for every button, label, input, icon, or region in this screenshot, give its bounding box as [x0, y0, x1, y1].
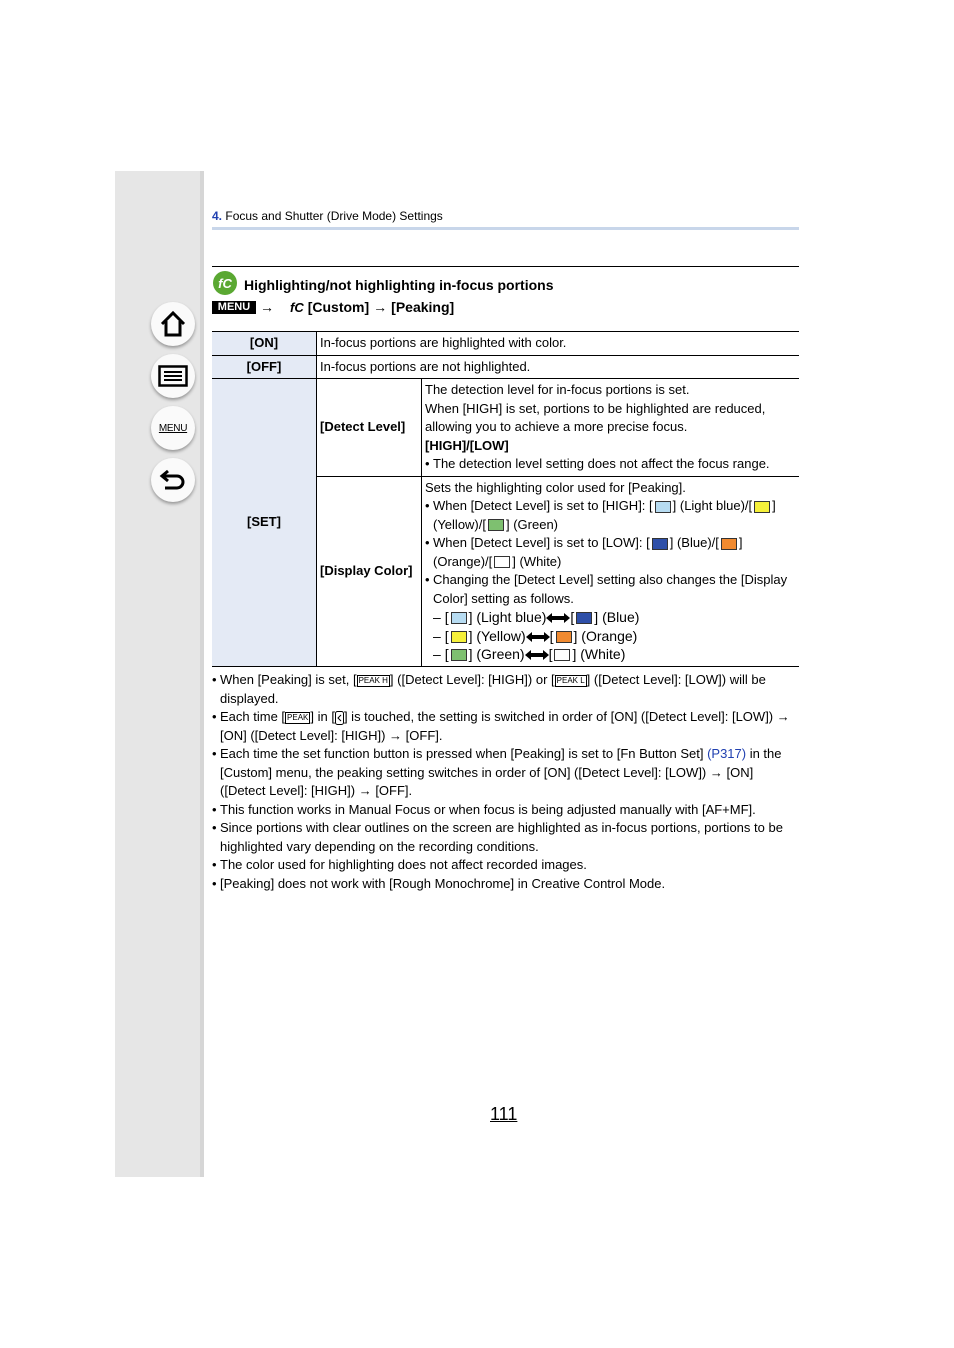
white-swatch: [554, 649, 570, 661]
note-text: [220, 671, 802, 708]
touch-tab-icon: [335, 711, 344, 725]
low-colors: [425, 534, 796, 571]
blue-swatch: [576, 612, 592, 624]
text: When [Detect Level] is set to [LOW]: [: [433, 535, 650, 550]
display-color-label: [Display Color]: [317, 476, 422, 666]
peaking-touch-icon: PEAK: [287, 712, 309, 722]
text: ] (Light blue): [468, 609, 547, 625]
table-row: [212, 355, 799, 379]
path-peaking: [Peaking]: [391, 299, 455, 315]
yellow-swatch: [451, 631, 467, 643]
bullet: •: [212, 709, 217, 724]
text: ] ([Detect Level]: [LOW]) will be displayed.: [220, 672, 766, 706]
sidebar-edge: [200, 171, 204, 1177]
text: [: [444, 627, 449, 644]
side-navigation: [115, 171, 204, 1177]
color-pair-3: [425, 645, 796, 664]
custom-menu-icon: fC: [213, 271, 237, 295]
bullet: •: [212, 672, 217, 687]
option-off-description: In-focus portions are not highlighted.: [317, 355, 800, 379]
list-item: [212, 819, 802, 856]
detect-bullet-text: The detection level setting does not affect the focus range.: [433, 456, 770, 471]
color-pair-2: [425, 627, 796, 646]
bullet: •: [425, 498, 430, 513]
change-note: [425, 571, 796, 608]
text: ] (Yellow)/[: [433, 498, 776, 532]
back-arrow-icon: [159, 467, 187, 493]
menu-badge: MENU: [212, 301, 256, 314]
chapter-title: Focus and Shutter (Drive Mode) Settings: [225, 209, 443, 223]
light-blue-swatch: [451, 612, 467, 624]
change-note-text: Changing the [Detect Level] setting also changes the [Display Color] setting as follows.: [433, 572, 788, 606]
path-arrow: →: [260, 299, 274, 315]
text: ] (Light blue)/[: [672, 498, 753, 513]
text: Each time [: [220, 709, 286, 724]
list-icon: [158, 365, 188, 387]
detect-level-label: [Detect Level]: [317, 379, 422, 477]
low-colors-text: [433, 534, 796, 571]
text: ] (Orange)/[: [433, 535, 743, 569]
notes-list: [212, 671, 802, 893]
bullet: •: [212, 820, 217, 835]
detect-line-1: The detection level for in-focus portions is set.: [425, 382, 690, 397]
peaking-settings-table: [212, 331, 799, 667]
option-off: [OFF]: [212, 355, 317, 379]
bullet: •: [212, 875, 217, 891]
bullet: •: [212, 801, 217, 817]
text: in the [Custom] menu, the peaking setting switches in order of [ON] ([Detect Level]: [LOW]) → [ON] ([Detect Level]: [HIGH]) → [OFF].: [220, 746, 782, 798]
dash: –: [433, 646, 441, 662]
bullet: •: [212, 746, 217, 761]
home-icon: [159, 310, 187, 338]
section-rule: [212, 266, 799, 267]
text: ] (Blue)/[: [669, 535, 719, 550]
list-item: [212, 671, 802, 708]
text: ] (White): [512, 553, 562, 569]
menu-button-label: MENU: [158, 422, 188, 434]
bullet: •: [425, 456, 430, 471]
breadcrumb-rule: [212, 227, 799, 230]
dash: –: [433, 627, 441, 644]
option-on-description: In-focus portions are highlighted with color.: [317, 332, 800, 356]
double-arrow-icon: [525, 650, 549, 660]
note-text: The color used for highlighting does not affect recorded images.: [220, 857, 587, 872]
detect-bullet: [425, 455, 796, 474]
bullet: •: [425, 535, 430, 550]
bullet: •: [212, 857, 217, 872]
menu-path: [212, 299, 454, 315]
note-text: Since portions with clear outlines on the screen are highlighted as in-focus portions, portions to be highlighted vary depending on the recording conditions.: [220, 820, 783, 854]
home-button[interactable]: [151, 302, 195, 346]
text: [: [549, 627, 554, 644]
high-colors-text: [433, 497, 796, 534]
peaking-low-icon: PEAK L: [556, 675, 585, 685]
text: Each time the set function button is pressed when [Peaking] is set to [Fn Button Set]: [220, 746, 708, 761]
color-pair-1: [425, 608, 796, 627]
orange-swatch: [721, 538, 737, 550]
option-on: [ON]: [212, 332, 317, 356]
display-color-description: [422, 476, 800, 666]
menu-button[interactable]: [151, 406, 195, 450]
detect-level-description: [422, 379, 800, 477]
detect-options: [HIGH]/[LOW]: [425, 437, 509, 453]
contents-button[interactable]: [151, 354, 195, 398]
text: [: [548, 646, 553, 662]
detect-line-2: When [HIGH] is set, portions to be highlighted are reduced, allowing you to achieve a more precise focus.: [425, 400, 766, 434]
option-set: [SET]: [212, 379, 317, 667]
color-line-1: Sets the highlighting color used for [Peaking].: [425, 479, 686, 495]
page-number: 111: [490, 1104, 518, 1124]
note-text: [Peaking] does not work with [Rough Monochrome] in Creative Control Mode.: [220, 875, 666, 891]
list-item: [212, 875, 802, 894]
text: ] ([Detect Level]: [HIGH]) or [: [389, 672, 555, 687]
list-item: [212, 745, 802, 801]
bullet: •: [425, 572, 430, 587]
double-arrow-icon: [546, 613, 570, 623]
white-swatch: [494, 556, 510, 568]
text: ] (Blue): [594, 609, 640, 625]
back-button[interactable]: [151, 458, 195, 502]
text: ] in [: [310, 709, 335, 724]
dash: –: [433, 609, 441, 625]
text: ] (Green): [505, 516, 558, 532]
note-text: [220, 708, 802, 745]
table-row: [212, 379, 799, 477]
green-swatch: [451, 649, 467, 661]
text: ] (Yellow): [468, 627, 526, 644]
peaking-high-icon: PEAK H: [358, 675, 388, 685]
custom-icon: fC: [290, 299, 304, 315]
list-item: [212, 801, 802, 820]
note-text: This function works in Manual Focus or when focus is being adjusted manually with [AF+MF].: [220, 801, 756, 817]
text: ] (White): [572, 646, 626, 662]
text: [: [444, 609, 449, 625]
table-row: [212, 332, 799, 356]
high-colors: [425, 497, 796, 534]
chapter-number: 4.: [212, 209, 223, 223]
text: [: [444, 646, 449, 662]
orange-swatch: [556, 631, 572, 643]
breadcrumb: [212, 209, 443, 223]
page-link-p317[interactable]: (P317): [707, 746, 747, 761]
double-arrow-icon: [526, 632, 550, 642]
text: When [Detect Level] is set to [HIGH]: [: [433, 498, 653, 513]
path-custom: [Custom]: [307, 299, 370, 315]
text: ] is touched, the setting is switched in order of [ON] ([Detect Level]: [LOW]) → [ON] ([Detect Level]: [HIGH]) → [OFF].: [220, 709, 790, 743]
green-swatch: [488, 519, 504, 531]
note-text: [220, 745, 802, 801]
text: ] (Orange): [573, 627, 638, 644]
blue-swatch: [652, 538, 668, 550]
list-item: [212, 708, 802, 745]
light-blue-swatch: [655, 501, 671, 513]
text: ] (Green): [468, 646, 525, 662]
path-arrow-2: →: [373, 299, 388, 315]
text: [: [570, 609, 575, 625]
section-title: Highlighting/not highlighting in-focus portions: [244, 277, 554, 293]
list-item: [212, 856, 802, 875]
yellow-swatch: [754, 501, 770, 513]
text: When [Peaking] is set, [: [220, 672, 357, 687]
